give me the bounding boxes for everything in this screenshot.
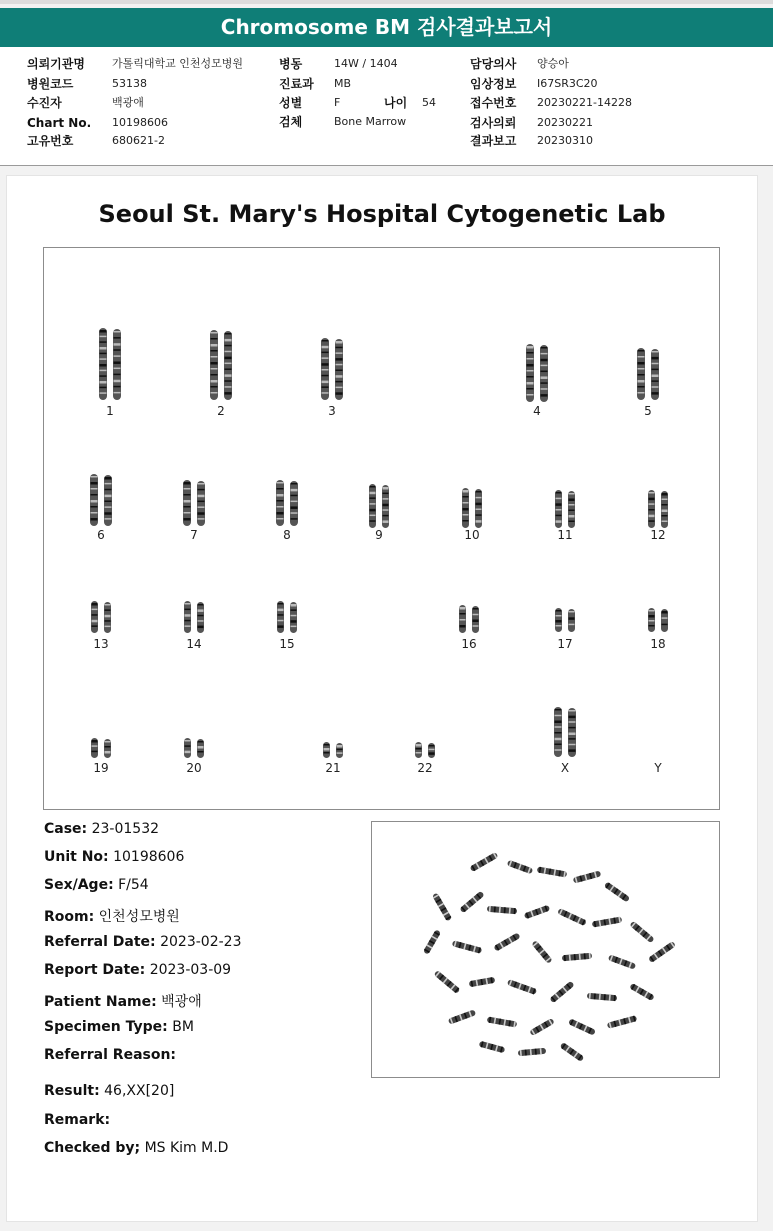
chromosome-label-18: 18 xyxy=(650,637,666,651)
info-value-unique-no: 680621-2 xyxy=(112,134,165,147)
metaphase-chromosome xyxy=(448,1009,476,1024)
info-value-hospital-code: 53138 xyxy=(112,77,147,90)
info-value-ward: 14W / 1404 xyxy=(334,57,398,70)
info-value-patient: 백광애 xyxy=(112,96,144,109)
chromosome-label-12: 12 xyxy=(650,528,666,542)
chromosome-label-11: 11 xyxy=(557,528,573,542)
metaphase-chromosome xyxy=(479,1041,506,1054)
info-label-department: 진료과 xyxy=(279,77,314,91)
info-label-hospital-code: 병원코드 xyxy=(27,77,74,91)
chromosome-pair-22 xyxy=(415,742,435,758)
chromosome-pair-16 xyxy=(459,605,479,633)
metaphase-chromosome xyxy=(557,908,587,926)
chromosome-label-5: 5 xyxy=(644,404,652,418)
metaphase-chromosome xyxy=(529,1018,555,1036)
info-label-ward: 병동 xyxy=(279,57,303,71)
metaphase-chromosome xyxy=(607,1015,638,1029)
chromosome-label-14: 14 xyxy=(186,637,202,651)
top-border xyxy=(0,0,773,4)
info-value-sex: F xyxy=(334,96,341,109)
info-value-institution: 가톨릭대학교 인천성모병원 xyxy=(112,57,244,70)
chromosome-label-21: 21 xyxy=(325,761,341,775)
chromosome-pair-6 xyxy=(90,474,112,526)
chromosome-label-4: 4 xyxy=(533,404,541,418)
chromosome-label-2: 2 xyxy=(217,404,225,418)
chromosome-pair-21 xyxy=(323,742,343,758)
chromosome-pair-5 xyxy=(637,348,659,400)
info-label-physician: 담당의사 xyxy=(470,57,517,71)
chromosome-label-9: 9 xyxy=(375,528,383,542)
chromosome-label-19: 19 xyxy=(93,761,109,775)
chromosome-label-8: 8 xyxy=(283,528,291,542)
chromosome-pair-17 xyxy=(555,608,575,632)
chromosome-label-10: 10 xyxy=(464,528,480,542)
info-value-specimen: Bone Marrow xyxy=(334,115,407,128)
info-label-patient: 수진자 xyxy=(27,96,62,110)
chromosome-pair-3 xyxy=(321,338,343,400)
metaphase-chromosome xyxy=(648,941,676,963)
info-value-report-date: 20230310 xyxy=(537,134,593,147)
field-specimen-type: Specimen Type: BM xyxy=(44,1019,194,1035)
info-label-unique-no: 고유번호 xyxy=(27,134,74,148)
metaphase-chromosome xyxy=(562,953,592,962)
metaphase-chromosome xyxy=(592,916,623,927)
chromosome-pair-2 xyxy=(210,330,232,400)
field-result: Result: 46,XX[20] xyxy=(44,1083,175,1099)
karyogram-panel xyxy=(43,247,720,810)
metaphase-chromosome xyxy=(493,932,520,951)
info-value-request-date: 20230221 xyxy=(537,116,593,129)
info-label-sex: 성별 xyxy=(279,96,303,110)
field-case: Case: 23-01532 xyxy=(44,821,160,837)
metaphase-chromosome xyxy=(629,921,654,944)
chromosome-pair-1 xyxy=(99,328,121,400)
chromosome-label-X: X xyxy=(560,761,570,775)
info-label-age: 나이 xyxy=(384,96,408,110)
metaphase-chromosome xyxy=(531,940,552,964)
metaphase-chromosome xyxy=(470,852,499,872)
info-value-receipt-no: 20230221-14228 xyxy=(537,96,632,109)
chromosome-pair-9 xyxy=(369,484,389,528)
chromosome-pair-7 xyxy=(183,480,205,526)
metaphase-chromosome xyxy=(560,1042,585,1062)
metaphase-chromosome xyxy=(487,906,517,915)
info-label-report-date: 결과보고 xyxy=(470,134,517,148)
metaphase-chromosome xyxy=(587,993,617,1002)
chromosome-pair-15 xyxy=(277,601,297,633)
info-value-physician: 양승아 xyxy=(537,57,569,70)
chromosome-pair-12 xyxy=(648,490,668,528)
chromosome-pair-13 xyxy=(91,601,111,633)
info-label-chart-no: Chart No. xyxy=(27,116,92,130)
field-report-date: Report Date: 2023-03-09 xyxy=(44,962,232,978)
chromosome-label-22: 22 xyxy=(417,761,433,775)
chromosome-pair-14 xyxy=(184,601,204,633)
metaphase-chromosome xyxy=(487,1016,518,1027)
chromosome-label-13: 13 xyxy=(93,637,109,651)
info-label-receipt-no: 접수번호 xyxy=(470,96,517,110)
chromosome-pair-18 xyxy=(648,608,668,632)
field-referral-reason: Referral Reason: xyxy=(44,1047,177,1063)
metaphase-chromosome xyxy=(469,977,496,987)
chromosome-label-15: 15 xyxy=(279,637,295,651)
patient-info-panel xyxy=(0,47,773,166)
chromosome-pair-4 xyxy=(526,344,548,402)
info-label-specimen: 검체 xyxy=(279,115,303,129)
info-value-age: 54 xyxy=(422,96,436,109)
info-value-department: MB xyxy=(334,77,352,90)
chromosome-pair-20 xyxy=(184,738,204,758)
chromosome-pair-11 xyxy=(555,490,575,528)
field-sex-age: Sex/Age: F/54 xyxy=(44,877,149,893)
metaphase-chromosome xyxy=(423,929,441,955)
field-unit-no: Unit No: 10198606 xyxy=(44,849,185,865)
field-checked-by: Checked by; MS Kim M.D xyxy=(44,1140,229,1156)
chromosome-pair-10 xyxy=(462,488,482,528)
info-value-chart-no: 10198606 xyxy=(112,116,168,129)
metaphase-chromosome xyxy=(608,954,636,969)
chromosome-label-16: 16 xyxy=(461,637,477,651)
lab-title: Seoul St. Mary's Hospital Cytogenetic Lab xyxy=(98,200,666,228)
report-sheet xyxy=(6,175,758,1222)
chromosome-pair-19 xyxy=(91,738,111,758)
metaphase-chromosome xyxy=(573,870,602,883)
chromosome-label-20: 20 xyxy=(186,761,202,775)
metaphase-chromosome xyxy=(537,866,568,877)
metaphase-chromosome xyxy=(434,970,461,994)
info-value-clinical-info: I67SR3C20 xyxy=(537,77,598,90)
metaphase-image xyxy=(372,822,719,1077)
chromosome-label-Y: Y xyxy=(654,761,662,775)
chromosome-label-1: 1 xyxy=(106,404,114,418)
field-room: Room: 인천성모병원 xyxy=(44,909,180,925)
metaphase-chromosome xyxy=(629,983,655,1001)
metaphase-chromosome xyxy=(459,891,484,914)
field-referral-date: Referral Date: 2023-02-23 xyxy=(44,934,242,950)
metaphase-chromosome xyxy=(549,981,574,1004)
chromosome-pair-8 xyxy=(276,480,298,526)
metaphase-chromosome xyxy=(524,905,550,920)
chromosome-label-6: 6 xyxy=(97,528,105,542)
info-label-institution: 의뢰기관명 xyxy=(27,57,85,71)
info-label-clinical-info: 임상정보 xyxy=(470,77,517,91)
field-patient-name: Patient Name: 백광애 xyxy=(44,994,202,1010)
metaphase-image-panel xyxy=(371,821,720,1078)
metaphase-chromosome xyxy=(452,940,483,954)
metaphase-chromosome xyxy=(568,1018,596,1035)
metaphase-chromosome xyxy=(507,860,533,875)
report-header-title: Chromosome BM 검사결과보고서 xyxy=(0,8,773,47)
chromosome-pair-X xyxy=(554,707,576,757)
chromosome-label-3: 3 xyxy=(328,404,336,418)
info-label-request-date: 검사의뢰 xyxy=(470,116,517,130)
metaphase-chromosome xyxy=(604,882,630,903)
chromosome-label-7: 7 xyxy=(190,528,198,542)
field-remark: Remark: xyxy=(44,1112,111,1128)
metaphase-chromosome xyxy=(518,1048,546,1056)
chromosome-label-17: 17 xyxy=(557,637,573,651)
metaphase-chromosome xyxy=(507,979,537,995)
metaphase-chromosome xyxy=(432,893,452,922)
